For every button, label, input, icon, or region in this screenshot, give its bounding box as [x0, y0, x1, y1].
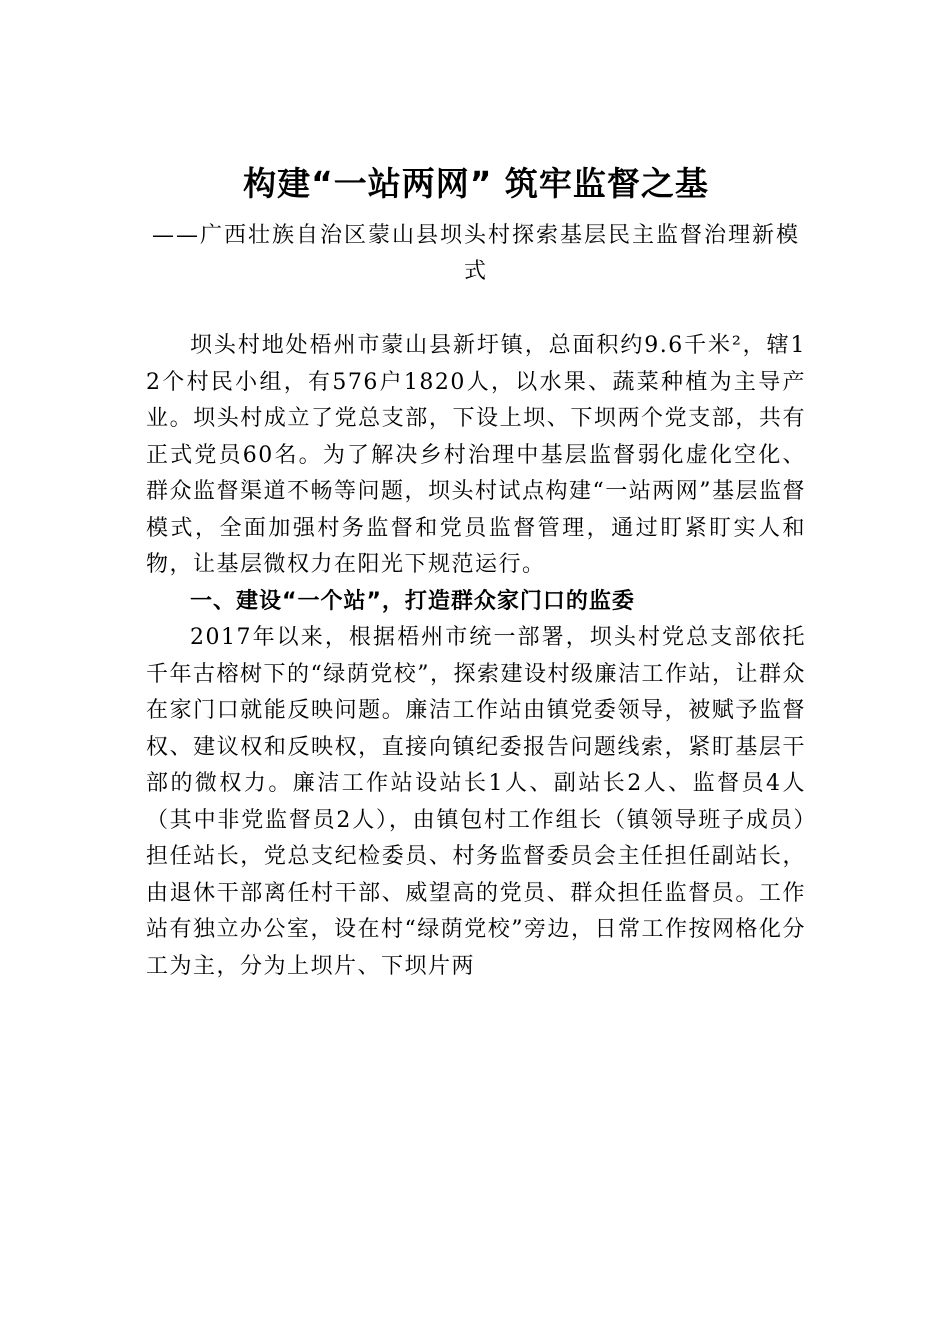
section-heading: 一、建设“一个站”，打造群众家门口的监委	[190, 588, 635, 614]
section-paragraph: 2017年以来，根据梧州市统一部署，坝头村党总支部依托千年古榕树下的“绿荫党校”，探索建设村级廉洁工作站，让群众在家门口就能反映问题。廉洁工作站由镇党委领导，被赋予监督权、建议权和反映权，直接向镇纪委报告问题线索，紧盯基层干部的微权力。廉洁工作站设站长1人、副站长2人、监督员4人（其中非党监督员2人），由镇包村工作组长（镇领导班子成员）担任站长，党总支纪检委员、村务监督委员会主任担任副站长，由退休干部离任村干部、威望高的党员、群众担任监督员。工作站有独立办公室，设在村“绿荫党校”旁边，日常工作按网格化分工为主，分为上坝片、下坝片两	[146, 625, 806, 979]
document-page	[146, 158, 806, 985]
document-title: 构建“一站两网” 筑牢监督之基	[243, 164, 709, 203]
document-body	[146, 328, 806, 985]
intro-paragraph: 坝头村地处梧州市蒙山县新圩镇，总面积约9.6千米²，辖12个村民小组，有576户1820人，以水果、蔬菜种植为主导产业。坝头村成立了党总支部，下设上坝、下坝两个党支部，共有正式党员60名。为了解决乡村治理中基层监督弱化虚化空化、群众监督渠道不畅等问题，坝头村试点构建“一站两网”基层监督模式，全面加强村务监督和党员监督管理，通过盯紧盯实人和物，让基层微权力在阳光下规范运行。	[146, 333, 806, 577]
document-subtitle: ——广西壮族自治区蒙山县坝头村探索基层民主监督治理新模式	[151, 223, 800, 284]
